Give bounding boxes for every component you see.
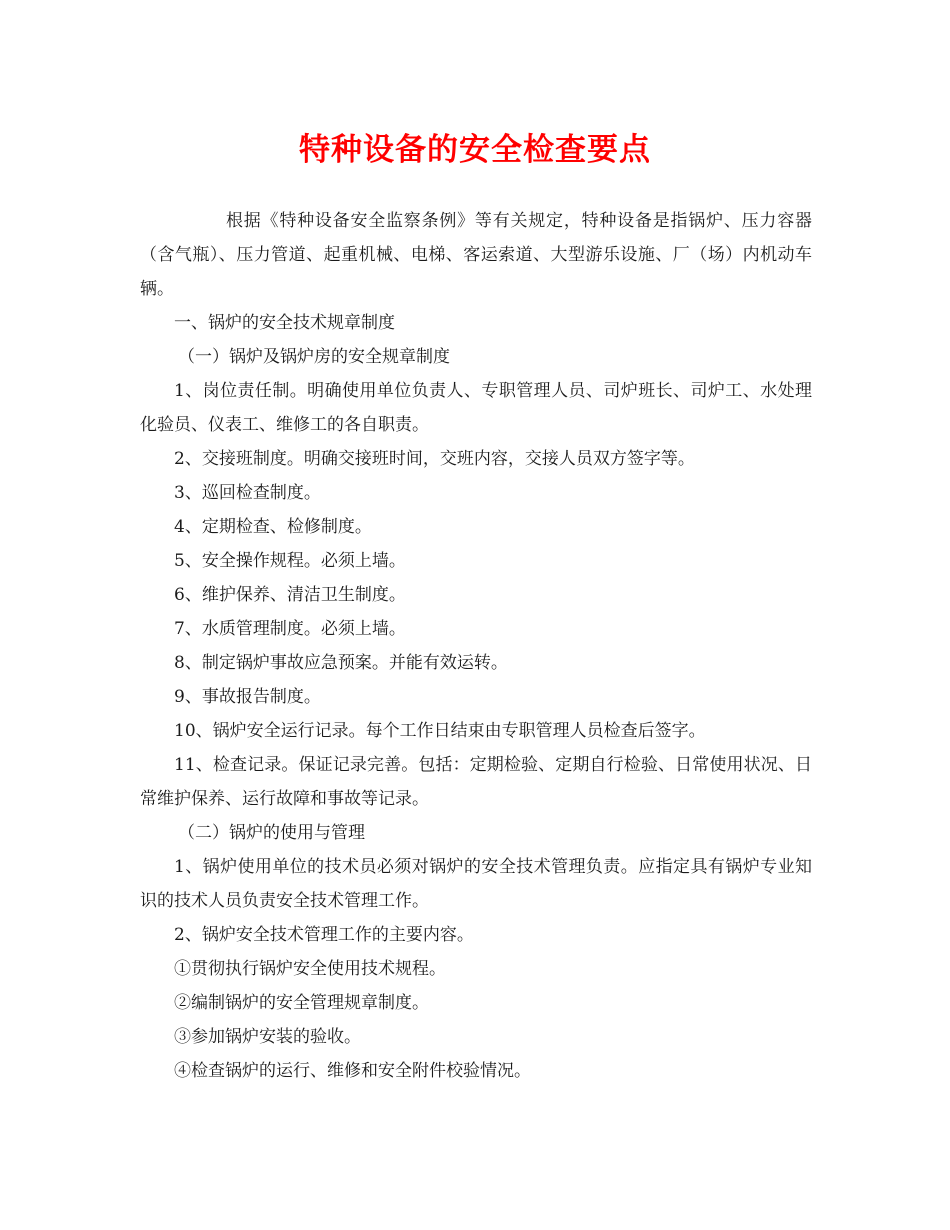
list-item: 3、巡回检查制度。 (174, 483, 321, 503)
intro-paragraph: 根据《特种设备安全监察条例》等有关规定，特种设备是指锅炉、压力容器（含气瓶）、压力管道、起重机械、电梯、客运索道、大型游乐设施、厂（场）内机动车辆。 (140, 211, 812, 299)
list-item: 2、锅炉安全技术管理工作的主要内容。 (174, 925, 474, 945)
list-item: 8、制定锅炉事故应急预案。并能有效运转。 (174, 653, 508, 673)
list-item: ④检查锅炉的运行、维修和安全附件校验情况。 (174, 1061, 531, 1081)
document-title: 特种设备的安全检查要点 (299, 132, 651, 168)
list-item: 1、岗位责任制。明确使用单位负责人、专职管理人员、司炉班长、司炉工、水处理化验员、仪表工、维修工的各自职责。 (140, 381, 812, 435)
list-item: ③参加锅炉安装的验收。 (174, 1027, 361, 1047)
list-item: ①贯彻执行锅炉安全使用技术规程。 (174, 959, 446, 979)
list-item: 6、维护保养、清洁卫生制度。 (174, 585, 406, 605)
document-body (140, 204, 812, 1088)
list-item: ②编制锅炉的安全管理规章制度。 (174, 993, 429, 1013)
list-item: 2、交接班制度。明确交接班时间，交班内容，交接人员双方签字等。 (174, 449, 695, 469)
section-heading-1: 一、锅炉的安全技术规章制度 (174, 313, 395, 333)
list-item: 1、锅炉使用单位的技术员必须对锅炉的安全技术管理负责。应指定具有锅炉专业知识的技术人员负责安全技术管理工作。 (140, 857, 812, 911)
subsection-heading-2: （二）锅炉的使用与管理 (178, 823, 365, 843)
list-item: 4、定期检查、检修制度。 (174, 517, 372, 537)
list-item: 7、水质管理制度。必须上墙。 (174, 619, 406, 639)
list-item: 11、检查记录。保证记录完善。包括：定期检验、定期自行检验、日常使用状况、日常维护保养、运行故障和事故等记录。 (140, 755, 812, 809)
list-item: 5、安全操作规程。必须上墙。 (174, 551, 406, 571)
subsection-heading-1: （一）锅炉及锅炉房的安全规章制度 (178, 347, 450, 367)
list-item: 10、锅炉安全运行记录。每个工作日结束由专职管理人员检查后签字。 (174, 721, 706, 741)
list-item: 9、事故报告制度。 (174, 687, 321, 707)
